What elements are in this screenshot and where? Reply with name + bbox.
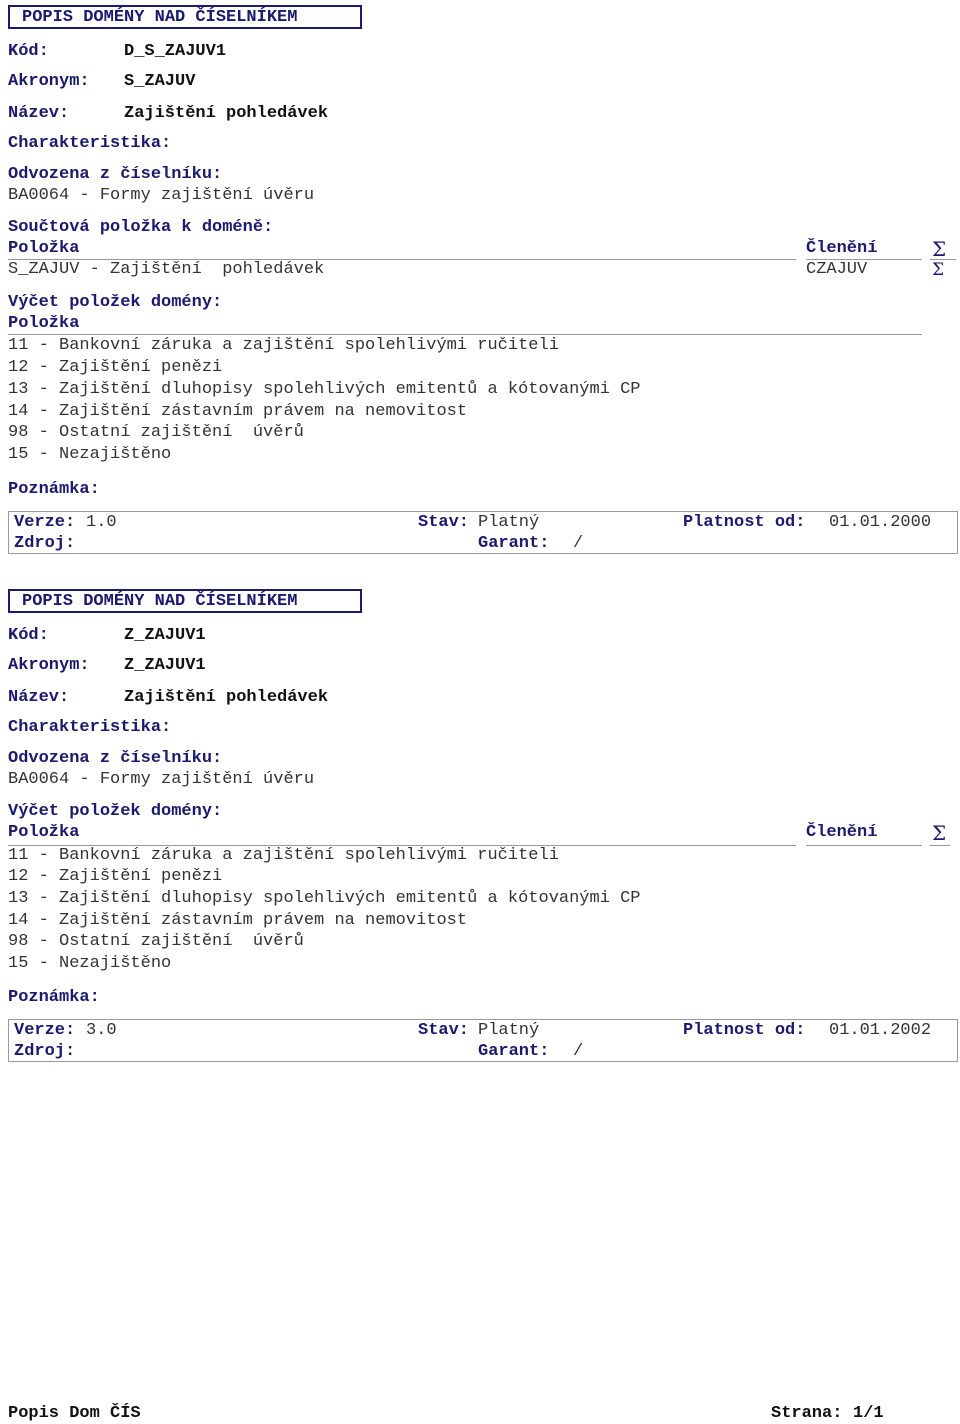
- block1-list-item: 14 - Zajištění zástavním právem na nemovitost: [8, 402, 468, 421]
- block2-zdroj-label: Zdroj:: [14, 1042, 76, 1061]
- block2-platnost-label: Platnost od:: [683, 1021, 806, 1040]
- block2-vycet-label: Výčet položek domény:: [8, 802, 223, 821]
- block1-nazev-label: Název:: [8, 104, 70, 123]
- block1-garant-value: /: [573, 534, 584, 553]
- block2-list-item: 11 - Bankovní záruka a zajištění spolehlivými ručiteli: [8, 846, 559, 865]
- block2-kod-value: Z_ZAJUV1: [124, 626, 206, 645]
- block2-verze-value: 3.0: [86, 1021, 117, 1040]
- block1-soucet-label: Součtová položka k doméně:: [8, 218, 274, 237]
- block1-kod-label: Kód:: [8, 42, 49, 61]
- page-footer-page-number: 1/1: [853, 1404, 884, 1423]
- block1-soucet-col-sigma: Σ: [932, 237, 947, 261]
- block2-platnost-value: 01.01.2002: [829, 1021, 932, 1040]
- block2-poznamka-label: Poznámka:: [8, 988, 100, 1007]
- block1-garant-label: Garant:: [478, 534, 550, 553]
- block2-nazev-label: Název:: [8, 688, 70, 707]
- block2-title: POPIS DOMÉNY NAD ČÍSELNÍKEM: [22, 592, 298, 611]
- block2-stav-label: Stav:: [418, 1021, 470, 1040]
- block1-list-item: 11 - Bankovní záruka a zajištění spolehlivými ručiteli: [8, 336, 559, 355]
- block2-col-cleneni: Členění: [806, 823, 878, 842]
- block2-rule-cleneni: [806, 845, 922, 846]
- block1-list-item: 13 - Zajištění dluhopisy spolehlivých emitentů a kótovanými CP: [8, 380, 641, 399]
- block1-soucet-col-cleneni: Členění: [806, 239, 878, 258]
- block2-title-box: [8, 589, 362, 613]
- block1-platnost-value: 01.01.2000: [829, 513, 932, 532]
- block1-verze-label: Verze:: [14, 513, 76, 532]
- block2-list-item: 15 - Nezajištěno: [8, 954, 172, 973]
- block2-kod-label: Kód:: [8, 626, 49, 645]
- block2-odvozena-label: Odvozena z číselníku:: [8, 749, 223, 768]
- block2-odvozena-value: BA0064 - Formy zajištění úvěru: [8, 770, 315, 789]
- block2-stav-value: Platný: [478, 1021, 540, 1040]
- block2-list-item: 12 - Zajištění penězi: [8, 867, 223, 886]
- block2-list-item: 13 - Zajištění dluhopisy spolehlivých emitentů a kótovanými CP: [8, 889, 641, 908]
- block1-akronym-label: Akronym:: [8, 72, 90, 91]
- block1-soucet-item: S_ZAJUV - Zajištění pohledávek: [8, 260, 325, 279]
- block1-odvozena-value: BA0064 - Formy zajištění úvěru: [8, 186, 315, 205]
- block1-list-item: 12 - Zajištění penězi: [8, 358, 223, 377]
- block2-col-polozka: Položka: [8, 823, 80, 842]
- block1-stav-value: Platný: [478, 513, 540, 532]
- block2-list-item: 98 - Ostatní zajištění úvěrů: [8, 932, 304, 951]
- block1-vycet-col-polozka: Položka: [8, 314, 80, 333]
- block1-vycet-rule: [8, 334, 922, 335]
- block1-title-box: [8, 5, 362, 29]
- block1-kod-value: D_S_ZAJUV1: [124, 42, 227, 61]
- block2-garant-value: /: [573, 1042, 584, 1061]
- block2-akronym-value: Z_ZAJUV1: [124, 656, 206, 675]
- block2-rule-sigma: [930, 845, 950, 846]
- block1-charakteristika-label: Charakteristika:: [8, 134, 172, 153]
- block2-charakteristika-label: Charakteristika:: [8, 718, 172, 737]
- block1-stav-label: Stav:: [418, 513, 470, 532]
- block1-akronym-value: S_ZAJUV: [124, 72, 196, 91]
- block1-list-item: 15 - Nezajištěno: [8, 445, 172, 464]
- block1-zdroj-label: Zdroj:: [14, 534, 76, 553]
- block1-platnost-label: Platnost od:: [683, 513, 806, 532]
- block2-col-sigma: Σ: [932, 821, 947, 845]
- page-footer-page-label: Strana:: [771, 1404, 843, 1423]
- block2-list-item: 14 - Zajištění zástavním právem na nemovitost: [8, 911, 468, 930]
- block1-soucet-cleneni: CZAJUV: [806, 260, 868, 279]
- block1-nazev-value: Zajištění pohledávek: [124, 104, 329, 123]
- block1-title: POPIS DOMÉNY NAD ČÍSELNÍKEM: [22, 8, 298, 27]
- block1-soucet-sigma: Σ: [932, 260, 945, 280]
- block2-akronym-label: Akronym:: [8, 656, 90, 675]
- page-footer-left: Popis Dom ČÍS: [8, 1404, 141, 1423]
- block1-list-item: 98 - Ostatní zajištění úvěrů: [8, 423, 304, 442]
- block1-verze-value: 1.0: [86, 513, 117, 532]
- block2-nazev-value: Zajištění pohledávek: [124, 688, 329, 707]
- block1-vycet-label: Výčet položek domény:: [8, 293, 223, 312]
- block1-soucet-col-polozka: Položka: [8, 239, 80, 258]
- block2-verze-label: Verze:: [14, 1021, 76, 1040]
- block1-poznamka-label: Poznámka:: [8, 480, 100, 499]
- block1-odvozena-label: Odvozena z číselníku:: [8, 165, 223, 184]
- block2-garant-label: Garant:: [478, 1042, 550, 1061]
